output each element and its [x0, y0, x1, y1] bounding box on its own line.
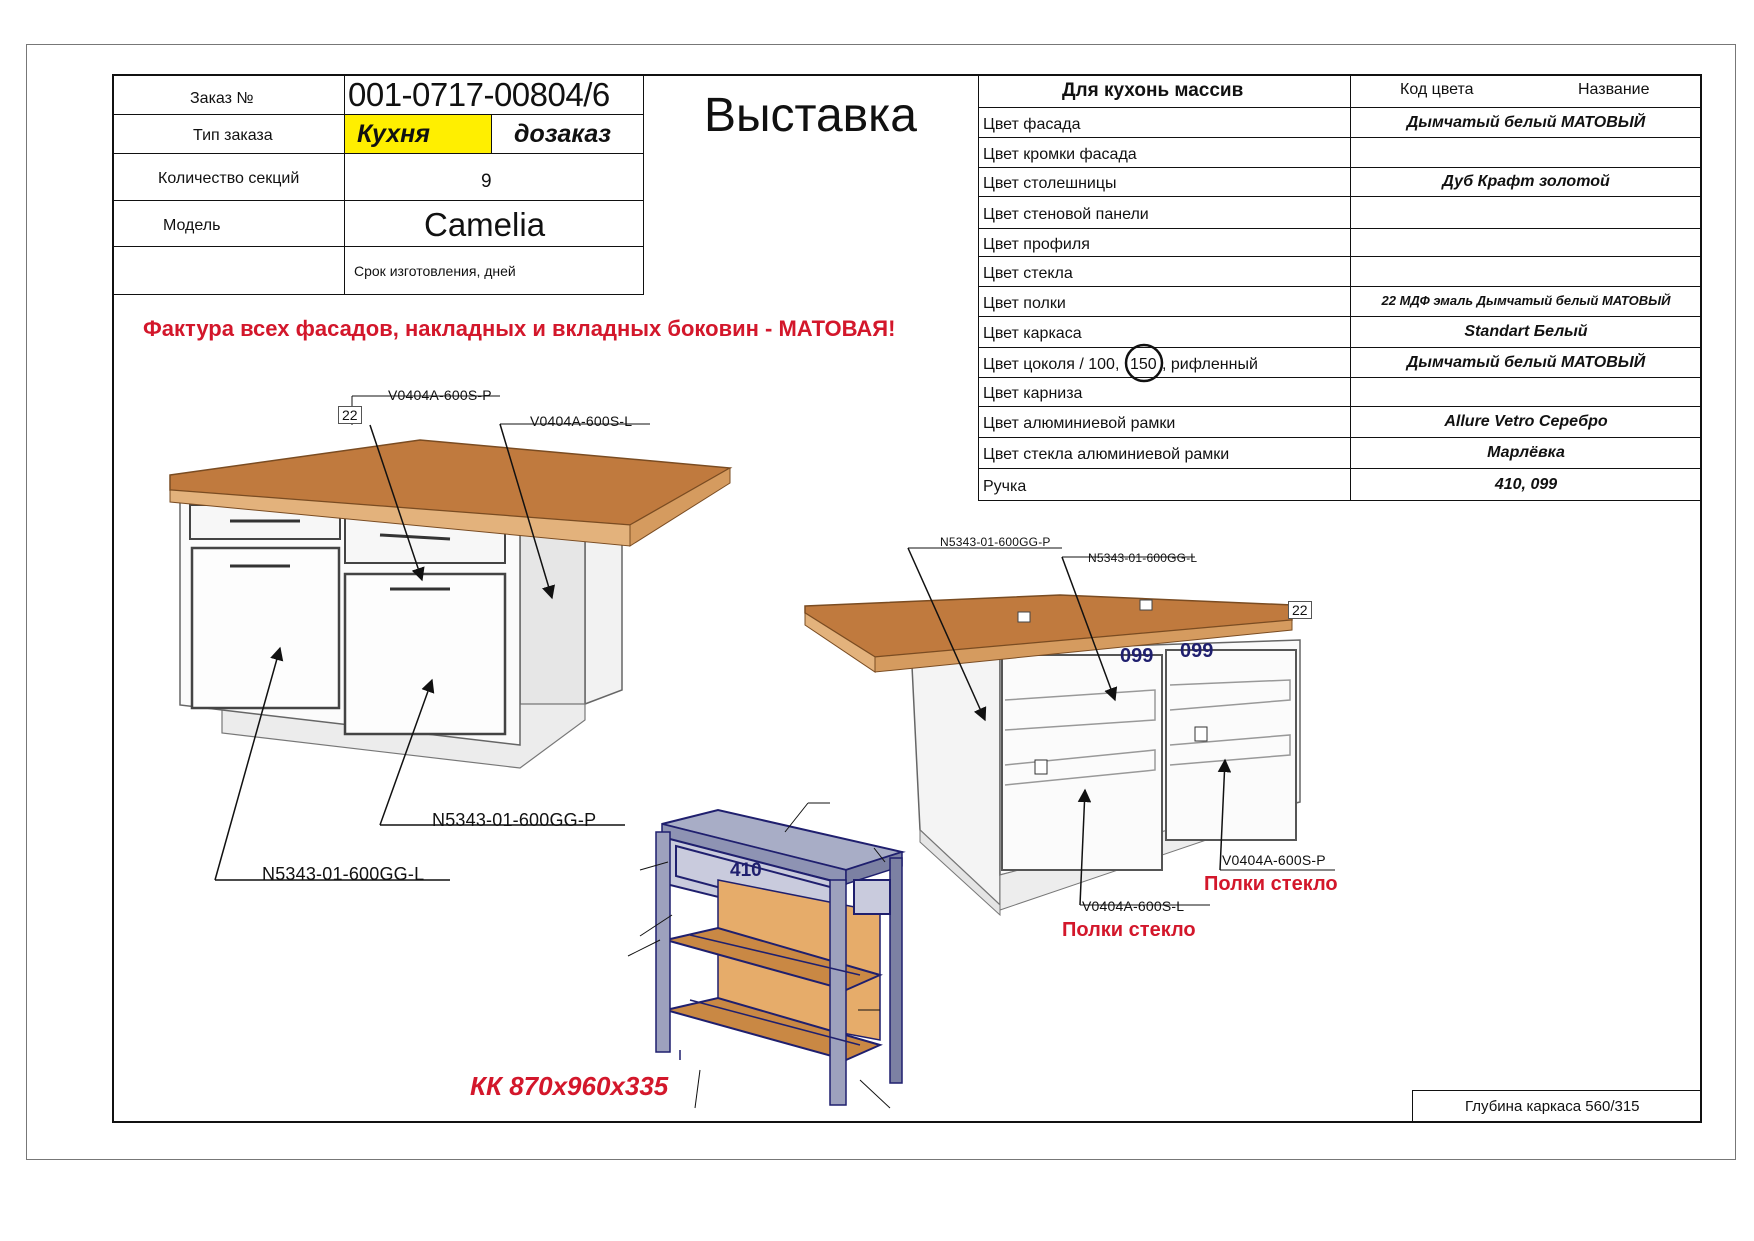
color-row-label: Цвет стекла	[983, 265, 1073, 282]
matte-notice: Фактура всех фасадов, накладных и вкладных боковин - МАТОВАЯ!	[143, 316, 896, 341]
color-row-label: Цвет карниза	[983, 385, 1083, 402]
left-island	[170, 396, 730, 880]
shelf-handle-code: 410	[730, 860, 762, 881]
left-label-v0404a-p: V0404A-600S-P	[388, 387, 492, 403]
left-label-n5343-l: N5343-01-600GG-L	[262, 864, 425, 884]
name-column-header: Название	[1578, 81, 1650, 98]
color-row-label: Цвет стекла алюминиевой рамки	[983, 446, 1230, 463]
order-type-value: Кухня	[357, 120, 430, 148]
color-row-value: 410, 099	[1494, 476, 1558, 493]
code-column-header: Код цвета	[1400, 81, 1474, 98]
color-row-label: Цвет столешницы	[983, 175, 1117, 192]
color-row-label: Цвет кромки фасада	[983, 146, 1137, 163]
right-label-n5343-p: N5343-01-600GG-P	[940, 535, 1051, 549]
color-row-label: Цвет фасада	[983, 116, 1081, 133]
plinth-type-suffix: , рифленный	[1162, 356, 1258, 373]
color-row-value: Марлёвка	[1487, 444, 1565, 461]
color-row-label: Ручка	[983, 478, 1027, 495]
order-type-label: Тип заказа	[193, 127, 273, 144]
plinth-150-circle	[1126, 345, 1162, 381]
glass-shelves-note-1: Полки стекло	[1204, 873, 1338, 895]
right-label-v0404a-p: V0404A-600S-P	[1222, 852, 1326, 868]
left-label-n5343-p: N5343-01-600GG-P	[432, 810, 597, 830]
left-island-side-panel	[585, 524, 622, 704]
shelf-unit-leg-right	[830, 880, 846, 1105]
color-row-label: Цвет алюминиевой рамки	[983, 415, 1176, 432]
color-row-label: Цвет каркаса	[983, 325, 1082, 342]
right-handle-code-1: 099	[1120, 645, 1154, 667]
color-row-label: Цвет профиля	[983, 236, 1090, 253]
left-door-1	[192, 548, 339, 708]
color-row-label: Цвет стеновой панели	[983, 206, 1149, 223]
colors-table-title: Для кухонь массив	[1062, 80, 1244, 101]
order-type-extra: дозаказ	[514, 120, 612, 148]
shelf-unit	[628, 803, 902, 1108]
model-label: Модель	[163, 217, 221, 234]
color-row-value: Дымчатый белый МАТОВЫЙ	[1406, 354, 1646, 371]
model-value: Camelia	[424, 206, 546, 243]
right-glass-case-2	[1166, 650, 1296, 840]
order-number-label: Заказ №	[190, 90, 254, 107]
color-row-value: 22 МДФ эмаль Дымчатый белый МАТОВЫЙ	[1381, 293, 1671, 308]
depth-note: Глубина каркаса 560/315	[1465, 1098, 1640, 1115]
color-row-label: Цвет полки	[983, 295, 1066, 312]
sections-label: Количество секций	[158, 170, 300, 187]
left-label-v0404a-l: V0404A-600S-L	[530, 413, 633, 429]
right-label-n5343-l: N5343-01-600GG-L	[1088, 551, 1198, 565]
color-row-value: Дымчатый белый МАТОВЫЙ	[1406, 114, 1646, 131]
sections-value: 9	[481, 171, 492, 192]
term-label: Срок изготовления, дней	[354, 263, 516, 279]
plinth-height-selected: 150	[1130, 356, 1157, 373]
right-label-v0404a-l: V0404A-600S-L	[1082, 898, 1185, 914]
shelf-unit-size: КК 870х960х335	[470, 1071, 669, 1101]
right-handle-code-2: 099	[1180, 640, 1214, 662]
page-title: Выставка	[704, 89, 917, 142]
left-tag-22: 22	[338, 406, 362, 424]
glass-shelves-note-2: Полки стекло	[1062, 919, 1196, 941]
color-row-value: Standart Белый	[1464, 323, 1588, 340]
left-door-2	[345, 574, 505, 734]
color-row-value: Allure Vetro Серебро	[1444, 413, 1608, 430]
right-tag-22: 22	[1288, 601, 1312, 619]
color-row-label: Цвет цоколя / 100,	[983, 356, 1120, 373]
color-row-value: Дуб Крафт золотой	[1442, 173, 1610, 190]
order-number-value: 001-0717-00804/6	[348, 76, 610, 113]
